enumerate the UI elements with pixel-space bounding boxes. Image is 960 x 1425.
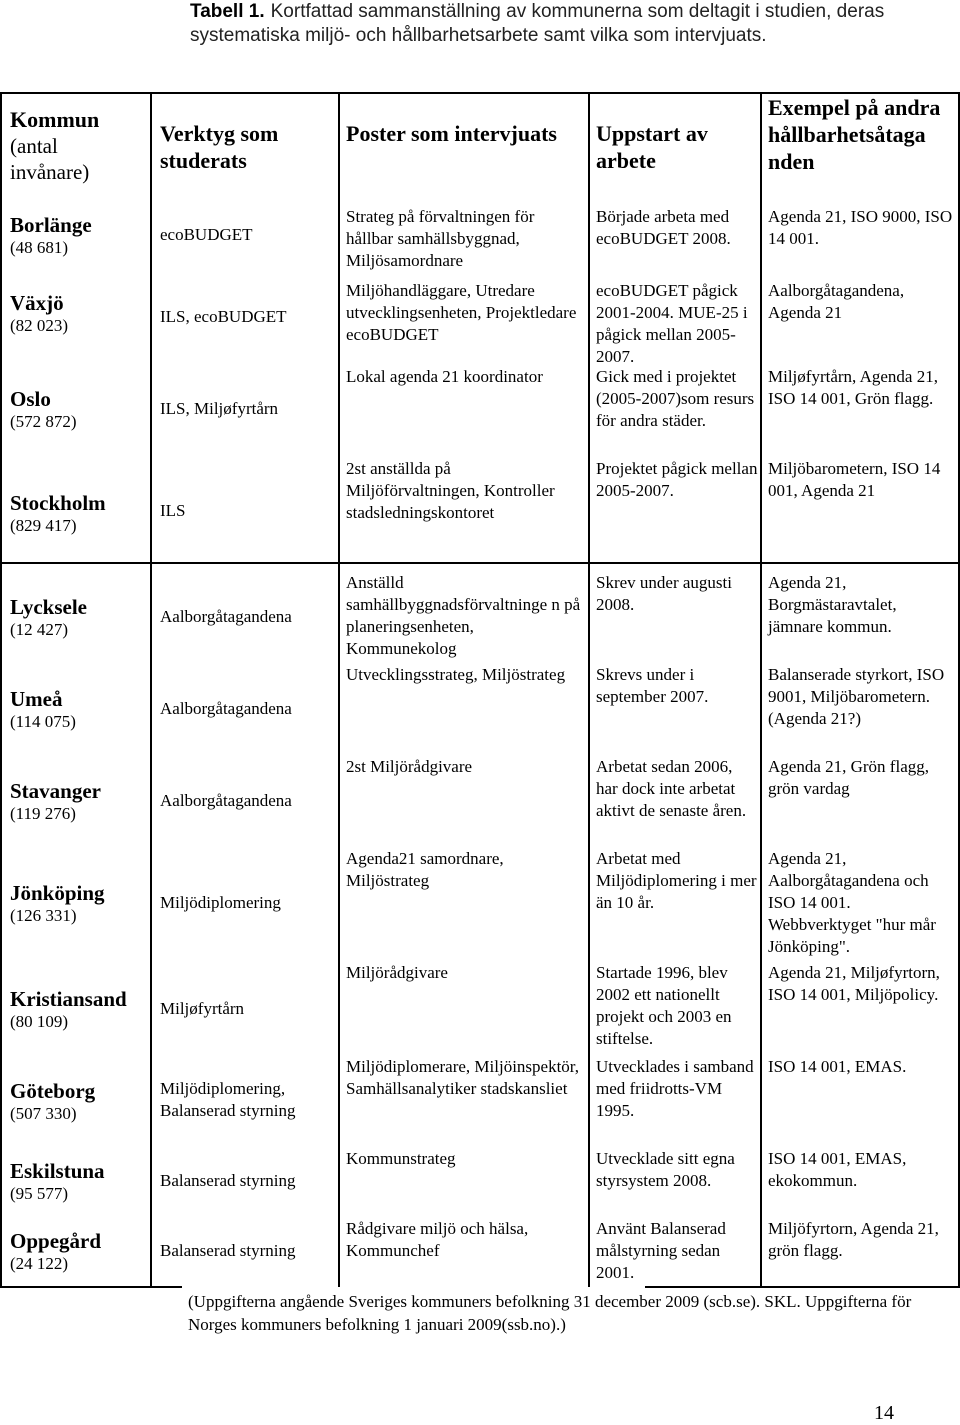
page-number: 14	[874, 1402, 894, 1424]
row-city	[10, 778, 150, 824]
bottom-border-left	[0, 1286, 182, 1288]
table-left-border	[0, 92, 2, 562]
header-verktyg: Verktyg som studerats	[160, 121, 279, 173]
row-start: Skrev under augusti 2008.	[596, 573, 732, 614]
row-start: Använt Balanserad målstyrning sedan 2001.	[596, 1219, 726, 1282]
row-tool: Miljödiplomering, Balanserad styrning	[160, 1079, 296, 1120]
row-city	[10, 686, 150, 732]
city-population: (126 331)	[10, 906, 77, 925]
city-name: Växjö	[10, 291, 64, 315]
row-tool: ecoBUDGET	[160, 225, 253, 244]
lower-col-divider-1	[150, 562, 152, 1287]
row-start: Startade 1996, blev 2002 ett nationellt projekt och 2003 en stiftelse.	[596, 963, 732, 1048]
city-name: Oppegård	[10, 1229, 102, 1253]
header-kommun-sub: (antal invånare)	[10, 134, 90, 184]
row-start: Arbetat sedan 2006, har dock inte arbetat aktivt de senaste åren.	[596, 757, 747, 820]
city-population: (80 109)	[10, 1012, 69, 1031]
row-tool: Aalborgåtagandena	[160, 607, 292, 626]
lower-col-divider-2	[338, 562, 340, 1287]
row-start: Utvecklade sitt egna styrsystem 2008.	[596, 1149, 735, 1190]
city-name: Stockholm	[10, 491, 106, 515]
city-name: Oslo	[10, 387, 51, 411]
col-divider-4	[760, 92, 762, 562]
city-name: Jönköping	[10, 881, 105, 905]
table-caption	[190, 0, 930, 48]
caption-label: Tabell 1.	[190, 1, 265, 22]
row-start: Började arbeta med ecoBUDGET 2008.	[596, 207, 731, 248]
city-population: (572 872)	[10, 412, 77, 431]
row-posts: Miljödiplomerare, Miljöinspektör, Samhällsanalytiker stadskansliet	[346, 1057, 580, 1098]
row-examples: Aalborgåtagandena, Agenda 21	[768, 281, 905, 322]
header-poster: Poster som intervjuats	[346, 121, 557, 146]
city-population: (48 681)	[10, 238, 69, 257]
row-posts: 2st Miljörådgivare	[346, 757, 473, 776]
city-name: Göteborg	[10, 1079, 96, 1103]
city-name: Lycksele	[10, 595, 87, 619]
bottom-border-right	[645, 1286, 960, 1288]
row-start: Skrevs under i september 2007.	[596, 665, 709, 706]
row-start: ecoBUDGET pågick 2001-2004. MUE-25 i pågick mellan 2005-2007.	[596, 281, 748, 366]
city-name: Kristiansand	[10, 987, 127, 1011]
row-posts: Lokal agenda 21 koordinator	[346, 367, 543, 386]
row-tool: Balanserad styrning	[160, 1171, 296, 1190]
row-city	[10, 986, 150, 1032]
row-tool: Balanserad styrning	[160, 1241, 296, 1260]
row-city	[10, 1078, 150, 1124]
row-posts: Strateg på förvaltningen för hållbar samhällsbyggnad, Miljösamordnare	[346, 207, 535, 270]
lower-col-divider-3	[588, 562, 590, 1287]
row-examples: Agenda 21, Aalborgåtagandena och ISO 14 001. Webbverktyget "hur mår Jönköping".	[768, 849, 936, 956]
row-examples: Agenda 21, Miljøfyrtorn, ISO 14 001, Miljöpolicy.	[768, 963, 940, 1004]
row-tool: Aalborgåtagandena	[160, 791, 292, 810]
col-divider-2	[338, 92, 340, 562]
header-kommun-label: Kommun	[10, 107, 100, 132]
row-posts: Rådgivare miljö och hälsa, Kommunchef	[346, 1219, 529, 1260]
row-examples: ISO 14 001, EMAS.	[768, 1057, 907, 1076]
row-posts: 2st anställda på Miljöförvaltningen, Kontroller stadsledningskontoret	[346, 459, 555, 522]
lower-left-border	[0, 562, 2, 1287]
row-start: Projektet pågick mellan 2005-2007.	[596, 459, 758, 500]
header-kommun	[10, 106, 130, 185]
row-examples: ISO 14 001, EMAS, ekokommun.	[768, 1149, 907, 1190]
col-divider-3	[588, 92, 590, 562]
city-name: Umeå	[10, 687, 63, 711]
city-population: (82 023)	[10, 316, 69, 335]
row-posts: Miljörådgivare	[346, 963, 448, 982]
row-tool: ILS	[160, 501, 186, 520]
city-population: (95 577)	[10, 1184, 69, 1203]
row-tool: ILS, Miljøfyrtårn	[160, 399, 279, 418]
row-examples: Agenda 21, ISO 9000, ISO 14 001.	[768, 207, 953, 248]
row-tool: ILS, ecoBUDGET	[160, 307, 287, 326]
header-exempel: Exempel på andra hållbarhetsåtaga nden	[768, 95, 941, 174]
footnote: (Uppgifterna angående Sveriges kommuners befolkning 31 december 2009 (scb.se). SKL. Uppgifterna för Norges kommuners befolkning 1 januari 2009(ssb.no).)	[188, 1292, 912, 1334]
city-name: Eskilstuna	[10, 1159, 105, 1183]
row-city	[10, 880, 150, 926]
row-examples: Miljøfyrtårn, Agenda 21, ISO 14 001, Grön flagg.	[768, 367, 938, 408]
row-city	[10, 1158, 150, 1204]
city-population: (829 417)	[10, 516, 77, 535]
row-tool: Miljödiplomering	[160, 893, 281, 912]
city-population: (24 122)	[10, 1254, 69, 1273]
row-posts: Utvecklingsstrateg, Miljöstrateg	[346, 665, 566, 684]
col-divider-1	[150, 92, 152, 562]
row-posts: Anställd samhällbyggnadsförvaltninge n på planeringsenheten, Kommunekolog	[346, 573, 581, 658]
row-posts: Kommunstrateg	[346, 1149, 456, 1168]
city-name: Stavanger	[10, 779, 101, 803]
row-examples: Agenda 21, Grön flagg, grön vardag	[768, 757, 929, 798]
lower-col-divider-4	[760, 562, 762, 1287]
row-posts: Agenda21 samordnare, Miljöstrateg	[346, 849, 504, 890]
row-city	[10, 212, 150, 258]
city-population: (12 427)	[10, 620, 69, 639]
row-examples: Agenda 21, Borgmästaravtalet, jämnare kommun.	[768, 573, 897, 636]
row-start: Gick med i projektet (2005-2007)som resurs för andra städer.	[596, 367, 755, 430]
row-city	[10, 490, 150, 536]
city-population: (114 075)	[10, 712, 76, 731]
row-city	[10, 1228, 150, 1274]
caption-text: Kortfattad sammanställning av kommunerna som deltagit i studien, deras systematiska miljö- och hållbarhetsarbete samt vilka som intervjuats.	[190, 1, 885, 46]
row-examples: Miljöbarometern, ISO 14 001, Agenda 21	[768, 459, 941, 500]
city-population: (119 276)	[10, 804, 76, 823]
header-uppstart: Uppstart av arbete	[596, 121, 708, 173]
row-city	[10, 594, 150, 640]
row-examples: Miljöfyrtorn, Agenda 21, grön flagg.	[768, 1219, 939, 1260]
section-divider	[0, 562, 960, 564]
row-start: Utvecklades i samband med friidrotts-VM 1995.	[596, 1057, 754, 1120]
table-top-border	[0, 92, 958, 94]
row-tool: Miljøfyrtårn	[160, 999, 245, 1018]
row-start: Arbetat med Miljödiplomering i mer än 10 år.	[596, 849, 757, 912]
row-posts: Miljöhandläggare, Utredare utvecklingsenheten, Projektledare ecoBUDGET	[346, 281, 577, 344]
row-city	[10, 386, 150, 432]
city-population: (507 330)	[10, 1104, 77, 1123]
row-tool: Aalborgåtagandena	[160, 699, 292, 718]
row-examples: Balanserade styrkort, ISO 9001, Miljöbarometern. (Agenda 21?)	[768, 665, 945, 728]
city-name: Borlänge	[10, 213, 92, 237]
row-city	[10, 290, 150, 336]
